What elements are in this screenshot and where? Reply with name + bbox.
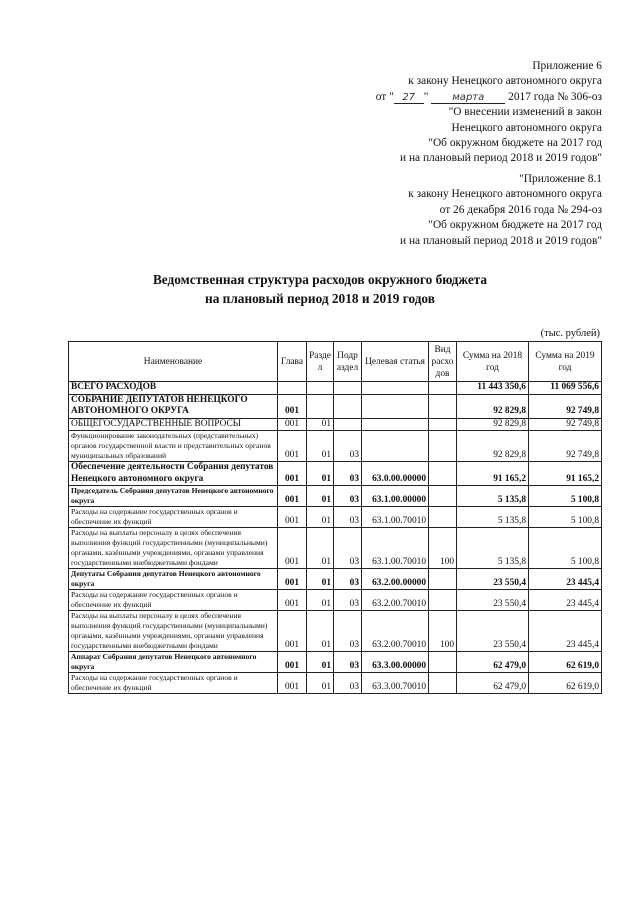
row-sum-2018: 92 829,8 (457, 394, 529, 418)
row-sum-2018: 23 550,4 (457, 611, 529, 652)
row-name: Расходы на содержание государственных органов и обеспечение их функций (69, 673, 278, 694)
row-glava: 001 (278, 569, 307, 590)
budget-table (68, 341, 602, 694)
row-article: 63.1.00.70010 (362, 507, 429, 528)
row-name: Расходы на выплаты персоналу в целях обеспечения выполнения функций государственными (муниципальными) органами, казёнными учреждениями, органами управления государственными внебюджетными фондами (69, 528, 278, 569)
table-row (69, 673, 602, 694)
row-podrazdel: 03 (334, 673, 362, 694)
row-razdel: 01 (307, 569, 334, 590)
row-razdel: 01 (307, 673, 334, 694)
row-sum-2019: 91 165,2 (529, 462, 602, 486)
col-podrazdel: Подр аздел (334, 342, 362, 382)
row-sum-2018: 11 443 350,6 (457, 382, 529, 395)
law-reference-2: к закону Ненецкого автономного округа (408, 188, 602, 201)
row-vid (429, 418, 457, 431)
row-vid (429, 382, 457, 395)
col-glava: Глава (278, 342, 307, 382)
row-vid (429, 431, 457, 462)
row-razdel: 01 (307, 611, 334, 652)
row-sum-2019: 11 069 556,6 (529, 382, 602, 395)
table-row (69, 394, 602, 418)
row-sum-2019: 62 619,0 (529, 652, 602, 673)
row-article: 63.1.00.00000 (362, 486, 429, 507)
law-date-line (376, 90, 602, 105)
row-sum-2018: 92 829,8 (457, 418, 529, 431)
row-razdel: 01 (307, 462, 334, 486)
row-sum-2019: 23 445,4 (529, 590, 602, 611)
title-line-2: на плановый период 2018 и 2019 годов (205, 291, 435, 306)
row-vid (429, 462, 457, 486)
table-row (69, 486, 602, 507)
row-name: ВСЕГО РАСХОДОВ (69, 382, 278, 395)
row-sum-2019: 92 749,8 (529, 394, 602, 418)
row-podrazdel: 03 (334, 569, 362, 590)
row-sum-2018: 62 479,0 (457, 673, 529, 694)
row-podrazdel: 03 (334, 528, 362, 569)
table-header-row (69, 342, 602, 382)
row-podrazdel (334, 382, 362, 395)
table-row (69, 611, 602, 652)
row-sum-2019: 23 445,4 (529, 569, 602, 590)
row-sum-2019: 92 749,8 (529, 418, 602, 431)
appendix-6-header (376, 59, 602, 167)
row-glava: 001 (278, 590, 307, 611)
table-row (69, 418, 602, 431)
table-row (69, 528, 602, 569)
row-vid (429, 394, 457, 418)
row-razdel: 01 (307, 486, 334, 507)
row-name: Расходы на содержание государственных органов и обеспечение их функций (69, 590, 278, 611)
row-sum-2019: 23 445,4 (529, 611, 602, 652)
row-razdel: 01 (307, 528, 334, 569)
row-glava: 001 (278, 652, 307, 673)
title-line-1: Ведомственная структура расходов окружного бюджета (152, 272, 488, 287)
col-sum-2018: Сумма на 2018 год (457, 342, 529, 382)
row-sum-2018: 91 165,2 (457, 462, 529, 486)
appendix-6-label: Приложение 6 (532, 60, 602, 72)
row-sum-2019: 5 100,8 (529, 486, 602, 507)
row-glava: 001 (278, 507, 307, 528)
row-name: Председатель Собрания депутатов Ненецкого автономного округа (69, 486, 278, 507)
row-podrazdel (334, 394, 362, 418)
table-row (69, 569, 602, 590)
row-article (362, 431, 429, 462)
row-vid: 100 (429, 528, 457, 569)
row-vid (429, 652, 457, 673)
row-glava: 001 (278, 418, 307, 431)
row-vid (429, 673, 457, 694)
row-sum-2019: 5 100,8 (529, 528, 602, 569)
date-suffix: 2017 года № 306-оз (508, 90, 602, 103)
row-sum-2019: 62 619,0 (529, 673, 602, 694)
row-glava: 001 (278, 462, 307, 486)
law-title-2-line-1: "Об окружном бюджете на 2017 год (428, 219, 602, 232)
row-name: Расходы на выплаты персоналу в целях обеспечения выполнения функций государственными (муниципальными) органами, казёнными учреждениями, органами управления государственными внебюджетными фондами (69, 611, 278, 652)
table-row (69, 382, 602, 395)
row-article (362, 382, 429, 395)
row-razdel (307, 394, 334, 418)
row-name: Аппарат Собрания депутатов Ненецкого автономного округа (69, 652, 278, 673)
row-sum-2018: 92 829,8 (457, 431, 529, 462)
row-sum-2018: 23 550,4 (457, 569, 529, 590)
row-glava: 001 (278, 611, 307, 652)
appendix-8-1-label: "Приложение 8.1 (519, 173, 602, 185)
law-title-line-2: Ненецкого автономного округа (451, 121, 602, 134)
row-razdel: 01 (307, 652, 334, 673)
row-name: Обеспечение деятельности Собрания депутатов Ненецкого автономного округа (69, 462, 278, 486)
table-row (69, 431, 602, 462)
law-title-line-4: и на плановый период 2018 и 2019 годов" (400, 152, 602, 165)
row-podrazdel: 03 (334, 611, 362, 652)
row-sum-2018: 5 135,8 (457, 528, 529, 569)
row-sum-2019: 5 100,8 (529, 507, 602, 528)
row-sum-2018: 23 550,4 (457, 590, 529, 611)
row-sum-2018: 5 135,8 (457, 486, 529, 507)
table-row (69, 507, 602, 528)
col-name: Наименование (69, 342, 278, 382)
row-article: 63.3.00.00000 (362, 652, 429, 673)
row-glava: 001 (278, 486, 307, 507)
law-reference: к закону Ненецкого автономного округа (408, 75, 602, 88)
row-glava (278, 382, 307, 395)
row-glava: 001 (278, 431, 307, 462)
row-razdel: 01 (307, 431, 334, 462)
law-title-line-1: "О внесении изменений в закон (448, 106, 602, 119)
row-glava: 001 (278, 528, 307, 569)
row-sum-2018: 62 479,0 (457, 652, 529, 673)
row-podrazdel (334, 418, 362, 431)
table-row (69, 652, 602, 673)
col-sum-2019: Сумма на 2019 год (529, 342, 602, 382)
row-podrazdel: 03 (334, 431, 362, 462)
row-article: 63.2.00.70010 (362, 611, 429, 652)
row-vid (429, 507, 457, 528)
row-vid (429, 569, 457, 590)
row-article: 63.0.00.00000 (362, 462, 429, 486)
row-glava: 001 (278, 673, 307, 694)
row-vid: 100 (429, 611, 457, 652)
table-row (69, 590, 602, 611)
row-vid (429, 590, 457, 611)
row-name: Функционирование законодательных (представительных) органов государственной власти и представительных органов муниципальных образований (69, 431, 278, 462)
col-razdel: Разде л (307, 342, 334, 382)
date-prefix: от " (375, 90, 394, 103)
row-name: Расходы на содержание государственных органов и обеспечение их функций (69, 507, 278, 528)
law-title-2-line-2: и на плановый период 2018 и 2019 годов" (400, 234, 602, 247)
date-sep: " (423, 90, 429, 103)
row-name: СОБРАНИЕ ДЕПУТАТОВ НЕНЕЦКОГО АВТОНОМНОГО ОКРУГА (69, 394, 278, 418)
row-article: 63.1.00.70010 (362, 528, 429, 569)
law-title-line-3: "Об окружном бюджете на 2017 год (428, 137, 602, 150)
row-podrazdel: 03 (334, 590, 362, 611)
row-vid (429, 486, 457, 507)
row-podrazdel: 03 (334, 486, 362, 507)
row-sum-2018: 5 135,8 (457, 507, 529, 528)
row-article (362, 418, 429, 431)
row-podrazdel: 03 (334, 652, 362, 673)
row-name: ОБЩЕГОСУДАРСТВЕННЫЕ ВОПРОСЫ (69, 418, 278, 431)
table-row (69, 462, 602, 486)
appendix-8-1-header (400, 172, 602, 249)
col-vid: Вид расхо дов (429, 342, 457, 382)
row-razdel (307, 382, 334, 395)
row-podrazdel: 03 (334, 507, 362, 528)
law-date-2: от 26 декабря 2016 года № 294-оз (439, 203, 602, 216)
row-glava: 001 (278, 394, 307, 418)
row-razdel: 01 (307, 507, 334, 528)
row-podrazdel: 03 (334, 462, 362, 486)
handwritten-day: 27 (394, 93, 424, 104)
row-article: 63.2.00.70010 (362, 590, 429, 611)
col-article: Целевая статья (362, 342, 429, 382)
row-name: Депутаты Собрания депутатов Ненецкого автономного округа (69, 569, 278, 590)
document-title (0, 270, 640, 308)
row-razdel: 01 (307, 418, 334, 431)
row-article: 63.3.00.70010 (362, 673, 429, 694)
handwritten-month: марта (431, 93, 505, 104)
row-article (362, 394, 429, 418)
row-razdel: 01 (307, 590, 334, 611)
row-sum-2019: 92 749,8 (529, 431, 602, 462)
row-article: 63.2.00.00000 (362, 569, 429, 590)
units-label: (тыс. рублей) (540, 328, 600, 339)
